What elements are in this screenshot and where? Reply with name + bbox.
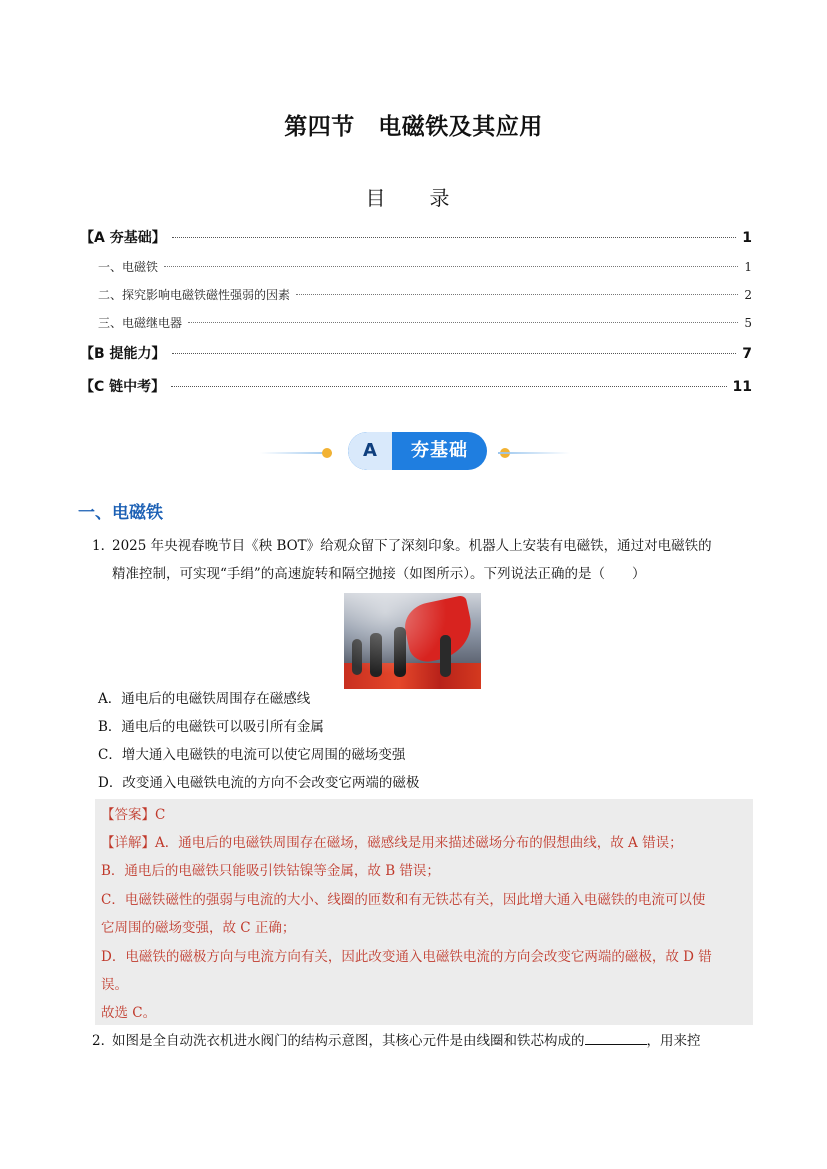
robot-performance-photo: [344, 593, 481, 689]
toc-entry[interactable]: [80, 227, 752, 247]
question-2: [92, 1027, 754, 1055]
option-b[interactable]: B．通电后的电磁铁可以吸引所有金属: [98, 719, 324, 735]
banner-dot-left: [322, 448, 332, 458]
toc-entry[interactable]: [80, 343, 752, 363]
toc-leader-dots: [172, 353, 737, 354]
answer-line: 【答案】C: [101, 807, 166, 823]
toc-entry-page: 7: [742, 346, 752, 362]
toc-entry-label: 【C 链中考】: [80, 379, 166, 395]
toc-entry-page: 1: [742, 230, 752, 246]
answer-line: B．通电后的电磁铁只能吸引铁钴镍等金属，故 B 错误；: [101, 863, 440, 879]
option-d[interactable]: D．改变通入电磁铁电流的方向不会改变它两端的磁极: [98, 775, 420, 791]
question-stem-text: ，用来控: [646, 1033, 701, 1049]
toc-leader-dots: [171, 386, 726, 387]
answer-line: D．电磁铁的磁极方向与电流方向有关，因此改变通入电磁铁电流的方向会改变它两端的磁极，故 D 错: [101, 949, 712, 965]
option-a[interactable]: A．通电后的电磁铁周围存在磁感线: [98, 691, 311, 707]
toc-heading: 目 录: [365, 186, 462, 210]
toc-leader-dots: [164, 266, 738, 267]
question-number: 1．: [92, 538, 115, 554]
toc-entry-label: 【B 提能力】: [80, 346, 166, 362]
toc-entry[interactable]: [98, 258, 752, 275]
section-heading: 一、电磁铁: [78, 503, 163, 523]
toc-entry-page: 11: [732, 379, 752, 395]
answer-line: 故选 C。: [101, 1005, 157, 1021]
answer-blank[interactable]: [585, 1030, 647, 1045]
toc-entry-label: 【A 夯基础】: [80, 230, 166, 246]
photo-highlight: [344, 593, 481, 689]
toc-entry-label: 二、探究影响电磁铁磁性强弱的因素: [98, 288, 291, 302]
toc-leader-dots: [296, 294, 738, 295]
toc-leader-dots: [172, 237, 737, 238]
answer-line: 误。: [101, 977, 128, 993]
option-c[interactable]: C．增大通入电磁铁的电流可以使它周围的磁场变强: [98, 747, 406, 763]
toc-entry-page: 1: [744, 260, 752, 274]
banner-letter: A: [348, 432, 392, 470]
question-1: [92, 532, 754, 588]
toc-entry-page: 5: [744, 316, 752, 330]
toc-entry[interactable]: [98, 314, 752, 331]
answer-box: [95, 799, 753, 1025]
toc-entry-label: 三、电磁继电器: [98, 316, 183, 330]
question-stem-text: 如图是全自动洗衣机进水阀门的结构示意图，其核心元件是由线圈和铁芯构成的: [112, 1033, 585, 1049]
banner-text: 夯基础: [411, 440, 468, 461]
answer-line: 【详解】A．通电后的电磁铁周围存在磁场，磁感线是用来描述磁场分布的假想曲线，故 A 错误；: [101, 835, 683, 851]
question-1-options: [98, 685, 419, 797]
answer-line: C．电磁铁磁性的强弱与电流的大小、线圈的匝数和有无铁芯有关，因此增大通入电磁铁的电流可以使: [101, 892, 706, 908]
toc-entry[interactable]: [80, 376, 752, 396]
toc-entry-label: 一、电磁铁: [98, 260, 159, 274]
section-banner: [260, 432, 570, 472]
toc-entry[interactable]: [98, 286, 752, 303]
toc-leader-dots: [188, 322, 738, 323]
question-number: 2．: [92, 1033, 115, 1049]
answer-line: 它周围的磁场变强，故 C 正确；: [101, 920, 296, 936]
toc-entry-page: 2: [744, 288, 752, 302]
banner-line-right: [498, 452, 570, 454]
page-title: 第四节 电磁铁及其应用: [284, 114, 543, 140]
question-stem-line: 精准控制，可实现“手绢”的高速旋转和隔空抛接（如图所示）。下列说法正确的是（ ）: [112, 566, 646, 582]
question-stem-line: 2025 年央视春晚节目《秧 BOT》给观众留下了深刻印象。机器人上安装有电磁铁，通过对电磁铁的: [112, 538, 712, 554]
banner-pill: [348, 432, 487, 470]
